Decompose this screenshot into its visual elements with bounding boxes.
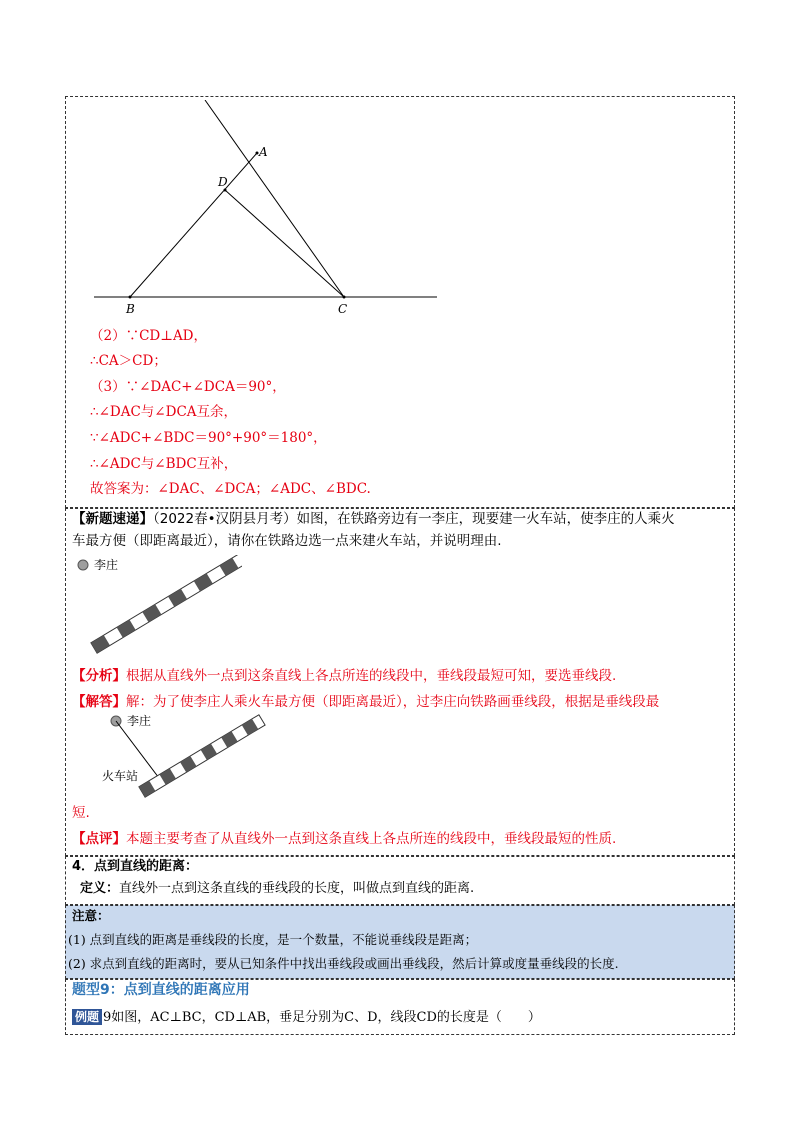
station-label: 火车站 xyxy=(102,769,139,783)
type9-title: 题型9：点到直线的距离应用 xyxy=(72,982,250,998)
village-label: 李庄 xyxy=(94,558,119,572)
label-a: A xyxy=(259,145,268,159)
question-text xyxy=(72,508,732,552)
answer-line-2: 短. xyxy=(72,805,90,821)
example-number: 9 xyxy=(103,1010,112,1025)
solution-line-6: ∴∠ADC与∠BDC互补， xyxy=(90,456,238,472)
answer-line-1 xyxy=(72,693,659,711)
example-tag: 例题 xyxy=(72,1009,102,1025)
note-title: 注意： xyxy=(72,908,110,923)
label-b: B xyxy=(126,302,135,316)
question-line-2: 车最方便（即距离最近），请你在铁路边选一点来建火车站，并说明理由. xyxy=(72,533,502,549)
section4-title: 4．点到直线的距离： xyxy=(72,859,199,874)
comment-tag: 【点评】 xyxy=(72,831,126,847)
triangle-figure xyxy=(70,100,450,322)
analysis-tag: 【分析】 xyxy=(72,668,126,684)
solution-line-7: 故答案为：∠DAC、∠DCA；∠ADC、∠BDC. xyxy=(90,481,371,497)
question-source: （2022春•汉阴县月考） xyxy=(153,511,297,527)
solution-line-1: （2）∵CD⊥AD， xyxy=(90,328,208,344)
perpendicular-figure xyxy=(72,712,272,802)
answer-text-1: 解：为了使李庄人乘火车最方便（即距离最近），过李庄向铁路画垂线段，根据是垂线段最 xyxy=(126,694,660,710)
solution-line-5: ∵∠ADC+∠BDC＝90°+90°＝180°， xyxy=(90,430,327,446)
analysis-text: 根据从直线外一点到这条直线上各点所连的线段中，垂线段最短可知，要选垂线段. xyxy=(126,668,617,684)
example-text: 如图，AC⊥BC，CD⊥AB，垂足分别为C、D，线段CD的长度是（ ） xyxy=(111,1010,541,1025)
answer-tag: 【解答】 xyxy=(72,694,126,710)
question-line-1: 如图，在铁路旁边有一李庄，现要建一火车站，使李庄的人乘火 xyxy=(296,511,675,527)
note-item-2: (2) 求点到直线的距离时，要从已知条件中找出垂线段或画出垂线段，然后计算或度量垂线段的长度. xyxy=(68,956,619,971)
example-line xyxy=(72,1009,541,1027)
label-d: D xyxy=(218,175,228,189)
label-c: C xyxy=(338,302,348,316)
comment-line xyxy=(72,830,616,848)
railway-figure xyxy=(72,555,242,660)
question-prefix: 【新题速递】 xyxy=(72,511,153,527)
comment-text: 本题主要考查了从直线外一点到这条直线上各点所连的线段中，垂线段最短的性质. xyxy=(126,831,617,847)
village-label-2: 李庄 xyxy=(127,714,152,728)
definition-text: 直线外一点到这条直线的垂线段的长度，叫做点到直线的距离. xyxy=(119,881,475,896)
note-item-1: (1) 点到直线的距离是垂线段的长度，是一个数量，不能说垂线段是距离； xyxy=(68,932,478,947)
definition-line xyxy=(80,880,474,898)
solution-line-3: （3）∵∠DAC+∠DCA＝90°， xyxy=(90,379,286,395)
solution-line-2: ∴CA＞CD； xyxy=(90,353,167,369)
definition-label: 定义： xyxy=(80,881,120,896)
solution-line-4: ∴∠DAC与∠DCA互余， xyxy=(90,404,238,420)
analysis-line xyxy=(72,667,616,685)
